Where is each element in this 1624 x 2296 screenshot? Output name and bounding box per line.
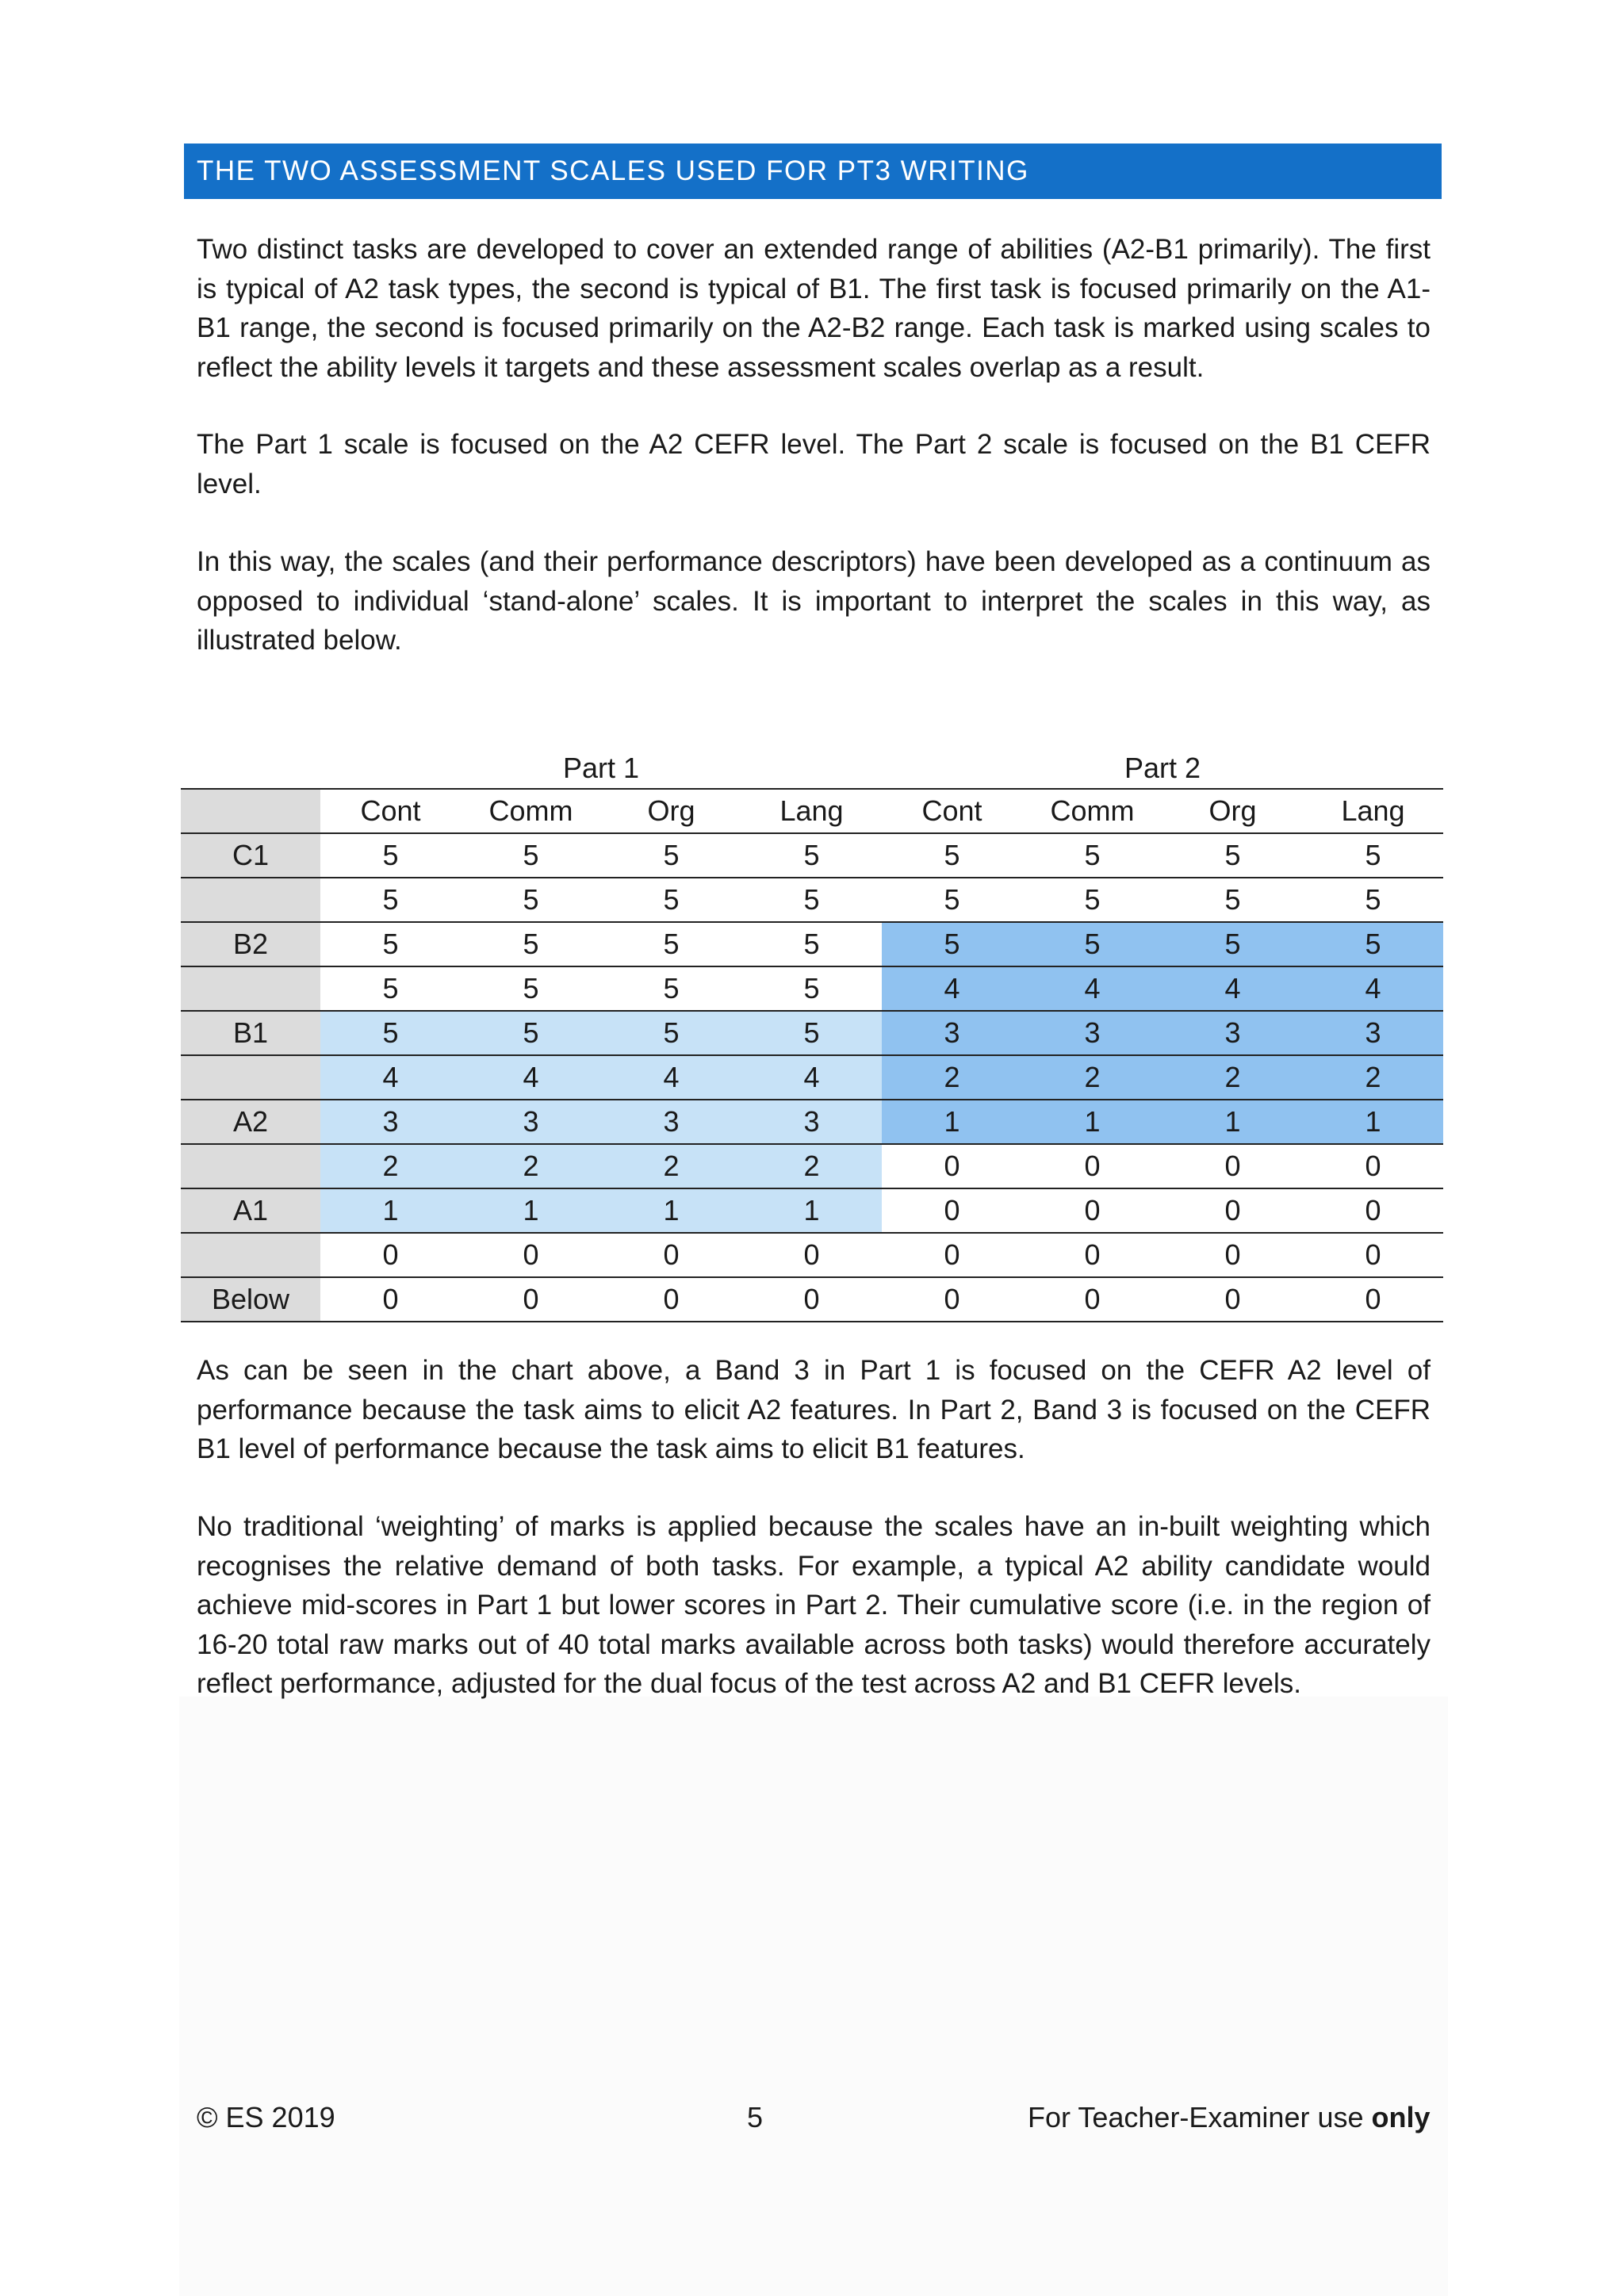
table-row	[181, 1055, 1443, 1100]
score-cell: 4	[882, 966, 1022, 1011]
score-cell: 5	[320, 878, 461, 922]
footer-copyright: © ES 2019	[197, 2101, 335, 2133]
score-cell: 5	[1303, 922, 1443, 966]
score-cell: 2	[1162, 1055, 1303, 1100]
level-cell: B2	[181, 922, 320, 966]
score-cell: 5	[461, 922, 601, 966]
score-cell: 4	[461, 1055, 601, 1100]
score-cell: 1	[1303, 1100, 1443, 1144]
score-cell: 0	[1162, 1144, 1303, 1188]
score-cell: 2	[741, 1144, 882, 1188]
column-header-org-part1: Org	[601, 789, 741, 833]
intro-paragraph-3: In this way, the scales (and their performance descriptors) have been developed as a continuum as opposed to individual ‘stand-alone’ scales. It is important to interpret the scales in this way, as illustrated below.	[197, 546, 1431, 656]
score-cell: 5	[461, 966, 601, 1011]
level-cell	[181, 966, 320, 1011]
score-cell: 5	[1022, 922, 1162, 966]
score-cell: 5	[882, 878, 1022, 922]
score-cell: 0	[882, 1277, 1022, 1322]
score-cell: 0	[601, 1233, 741, 1277]
score-cell: 1	[882, 1100, 1022, 1144]
column-header-comm-part2: Comm	[1022, 789, 1162, 833]
score-cell: 3	[320, 1100, 461, 1144]
score-cell: 0	[1303, 1144, 1443, 1188]
score-cell: 5	[320, 833, 461, 878]
table-row	[181, 878, 1443, 922]
score-cell: 0	[1022, 1233, 1162, 1277]
column-header-lang-part2: Lang	[1303, 789, 1443, 833]
score-cell: 0	[461, 1277, 601, 1322]
intro-paragraph-2: The Part 1 scale is focused on the A2 CEFR level. The Part 2 scale is focused on the B1 CEFR level.	[197, 429, 1431, 499]
score-cell: 5	[601, 833, 741, 878]
score-cell: 2	[882, 1055, 1022, 1100]
score-cell: 1	[741, 1188, 882, 1233]
score-cell: 3	[601, 1100, 741, 1144]
score-cell: 0	[741, 1233, 882, 1277]
score-cell: 5	[320, 1011, 461, 1055]
column-header-comm-part1: Comm	[461, 789, 601, 833]
score-cell: 5	[461, 1011, 601, 1055]
score-cell: 4	[1162, 966, 1303, 1011]
level-cell: A1	[181, 1188, 320, 1233]
score-cell: 5	[601, 922, 741, 966]
column-header-org-part2: Org	[1162, 789, 1303, 833]
score-cell: 5	[741, 1011, 882, 1055]
score-cell: 0	[461, 1233, 601, 1277]
after-paragraph-2: No traditional ‘weighting’ of marks is applied because the scales have an in-built weighting which recognises the relative demand of both tasks. For example, a typical A2 ability candidate would achieve mid-scores in Part 1 but lower scores in Part 2. Their cumulative score (i.e. in the region of 16-20 total raw marks out of 40 total marks available across both tasks) would therefore accurately reflect performance, adjusted for the dual focus of the test across A2 and B1 CEFR levels.	[197, 1511, 1431, 1699]
after-paragraph-1: As can be seen in the chart above, a Band 3 in Part 1 is focused on the CEFR A2 level of performance because the task aims to elicit A2 features. In Part 2, Band 3 is focused on the CEFR B1 level of performance because the task aims to elicit B1 features.	[197, 1355, 1431, 1464]
footer-usage-emphasis: only	[1371, 2101, 1431, 2133]
part-2-label: Part 2	[1124, 752, 1201, 784]
score-cell: 3	[461, 1100, 601, 1144]
score-cell: 0	[1162, 1188, 1303, 1233]
table-row	[181, 1188, 1443, 1233]
score-cell: 4	[601, 1055, 741, 1100]
table-row	[181, 833, 1443, 878]
score-cell: 0	[1303, 1277, 1443, 1322]
table-row	[181, 922, 1443, 966]
score-cell: 5	[741, 966, 882, 1011]
footer-page-number: 5	[747, 2101, 764, 2133]
score-cell: 1	[320, 1188, 461, 1233]
score-cell: 2	[1303, 1055, 1443, 1100]
score-cell: 5	[1303, 878, 1443, 922]
level-cell: A2	[181, 1100, 320, 1144]
column-header-cont-part2: Cont	[882, 789, 1022, 833]
assessment-scales-table-wrap	[181, 748, 1443, 1322]
intro-paragraph-1: Two distinct tasks are developed to cover an extended range of abilities (A2-B1 primarily). The first is typical of A2 task types, the second is typical of B1. The first task is focused primarily on the A1-B1 range, the second is focused primarily on the A2-B2 range. Each task is marked using scales to reflect the ability levels it targets and these assessment scales overlap as a result.	[197, 234, 1431, 383]
part-1-label: Part 1	[562, 752, 640, 784]
score-cell: 1	[601, 1188, 741, 1233]
score-cell: 0	[1162, 1277, 1303, 1322]
corner-cell	[181, 789, 320, 833]
section-header: THE TWO ASSESSMENT SCALES USED FOR PT3 WRITING	[184, 144, 1442, 199]
score-cell: 3	[1162, 1011, 1303, 1055]
score-cell: 4	[320, 1055, 461, 1100]
score-cell: 5	[1162, 922, 1303, 966]
score-cell: 1	[1162, 1100, 1303, 1144]
score-cell: 0	[1303, 1188, 1443, 1233]
part-labels-row	[181, 748, 1443, 788]
table-row	[181, 1011, 1443, 1055]
score-cell: 5	[1162, 878, 1303, 922]
score-cell: 5	[461, 833, 601, 878]
score-cell: 4	[1303, 966, 1443, 1011]
score-cell: 1	[461, 1188, 601, 1233]
score-cell: 3	[1303, 1011, 1443, 1055]
score-cell: 5	[320, 966, 461, 1011]
level-cell	[181, 1055, 320, 1100]
score-cell: 2	[461, 1144, 601, 1188]
level-cell: C1	[181, 833, 320, 878]
table-row	[181, 1233, 1443, 1277]
assessment-scales-table	[181, 788, 1443, 1322]
level-cell	[181, 1144, 320, 1188]
score-cell: 0	[1022, 1144, 1162, 1188]
table-row	[181, 1100, 1443, 1144]
score-cell: 5	[741, 878, 882, 922]
footer-usage-prefix: For Teacher-Examiner use	[1028, 2101, 1372, 2133]
score-cell: 5	[461, 878, 601, 922]
score-cell: 5	[601, 1011, 741, 1055]
score-cell: 0	[1022, 1188, 1162, 1233]
score-cell: 5	[741, 833, 882, 878]
level-cell	[181, 878, 320, 922]
score-cell: 5	[1022, 833, 1162, 878]
column-header-lang-part1: Lang	[741, 789, 882, 833]
score-cell: 3	[1022, 1011, 1162, 1055]
score-cell: 5	[320, 922, 461, 966]
score-cell: 2	[320, 1144, 461, 1188]
score-cell: 0	[882, 1233, 1022, 1277]
score-cell: 5	[1303, 833, 1443, 878]
table-row	[181, 1144, 1443, 1188]
score-cell: 3	[882, 1011, 1022, 1055]
score-cell: 2	[601, 1144, 741, 1188]
score-cell: 0	[1162, 1233, 1303, 1277]
score-cell: 5	[882, 833, 1022, 878]
table-body	[181, 833, 1443, 1322]
score-cell: 0	[1303, 1233, 1443, 1277]
score-cell: 2	[1022, 1055, 1162, 1100]
score-cell: 0	[320, 1233, 461, 1277]
column-header-cont-part1: Cont	[320, 789, 461, 833]
score-cell: 0	[320, 1277, 461, 1322]
score-cell: 5	[601, 878, 741, 922]
score-cell: 5	[882, 922, 1022, 966]
score-cell: 4	[1022, 966, 1162, 1011]
score-cell: 1	[1022, 1100, 1162, 1144]
score-cell: 5	[741, 922, 882, 966]
score-cell: 5	[1022, 878, 1162, 922]
level-cell	[181, 1233, 320, 1277]
footer-usage-note	[1028, 2099, 1431, 2137]
score-cell: 0	[882, 1188, 1022, 1233]
score-cell: 0	[741, 1277, 882, 1322]
score-cell: 5	[1162, 833, 1303, 878]
score-cell: 0	[1022, 1277, 1162, 1322]
score-cell: 0	[601, 1277, 741, 1322]
table-row	[181, 966, 1443, 1011]
score-cell: 0	[882, 1144, 1022, 1188]
score-cell: 4	[741, 1055, 882, 1100]
level-cell: B1	[181, 1011, 320, 1055]
table-row	[181, 1277, 1443, 1322]
score-cell: 5	[601, 966, 741, 1011]
level-cell: Below	[181, 1277, 320, 1322]
table-header-row	[181, 789, 1443, 833]
score-cell: 3	[741, 1100, 882, 1144]
